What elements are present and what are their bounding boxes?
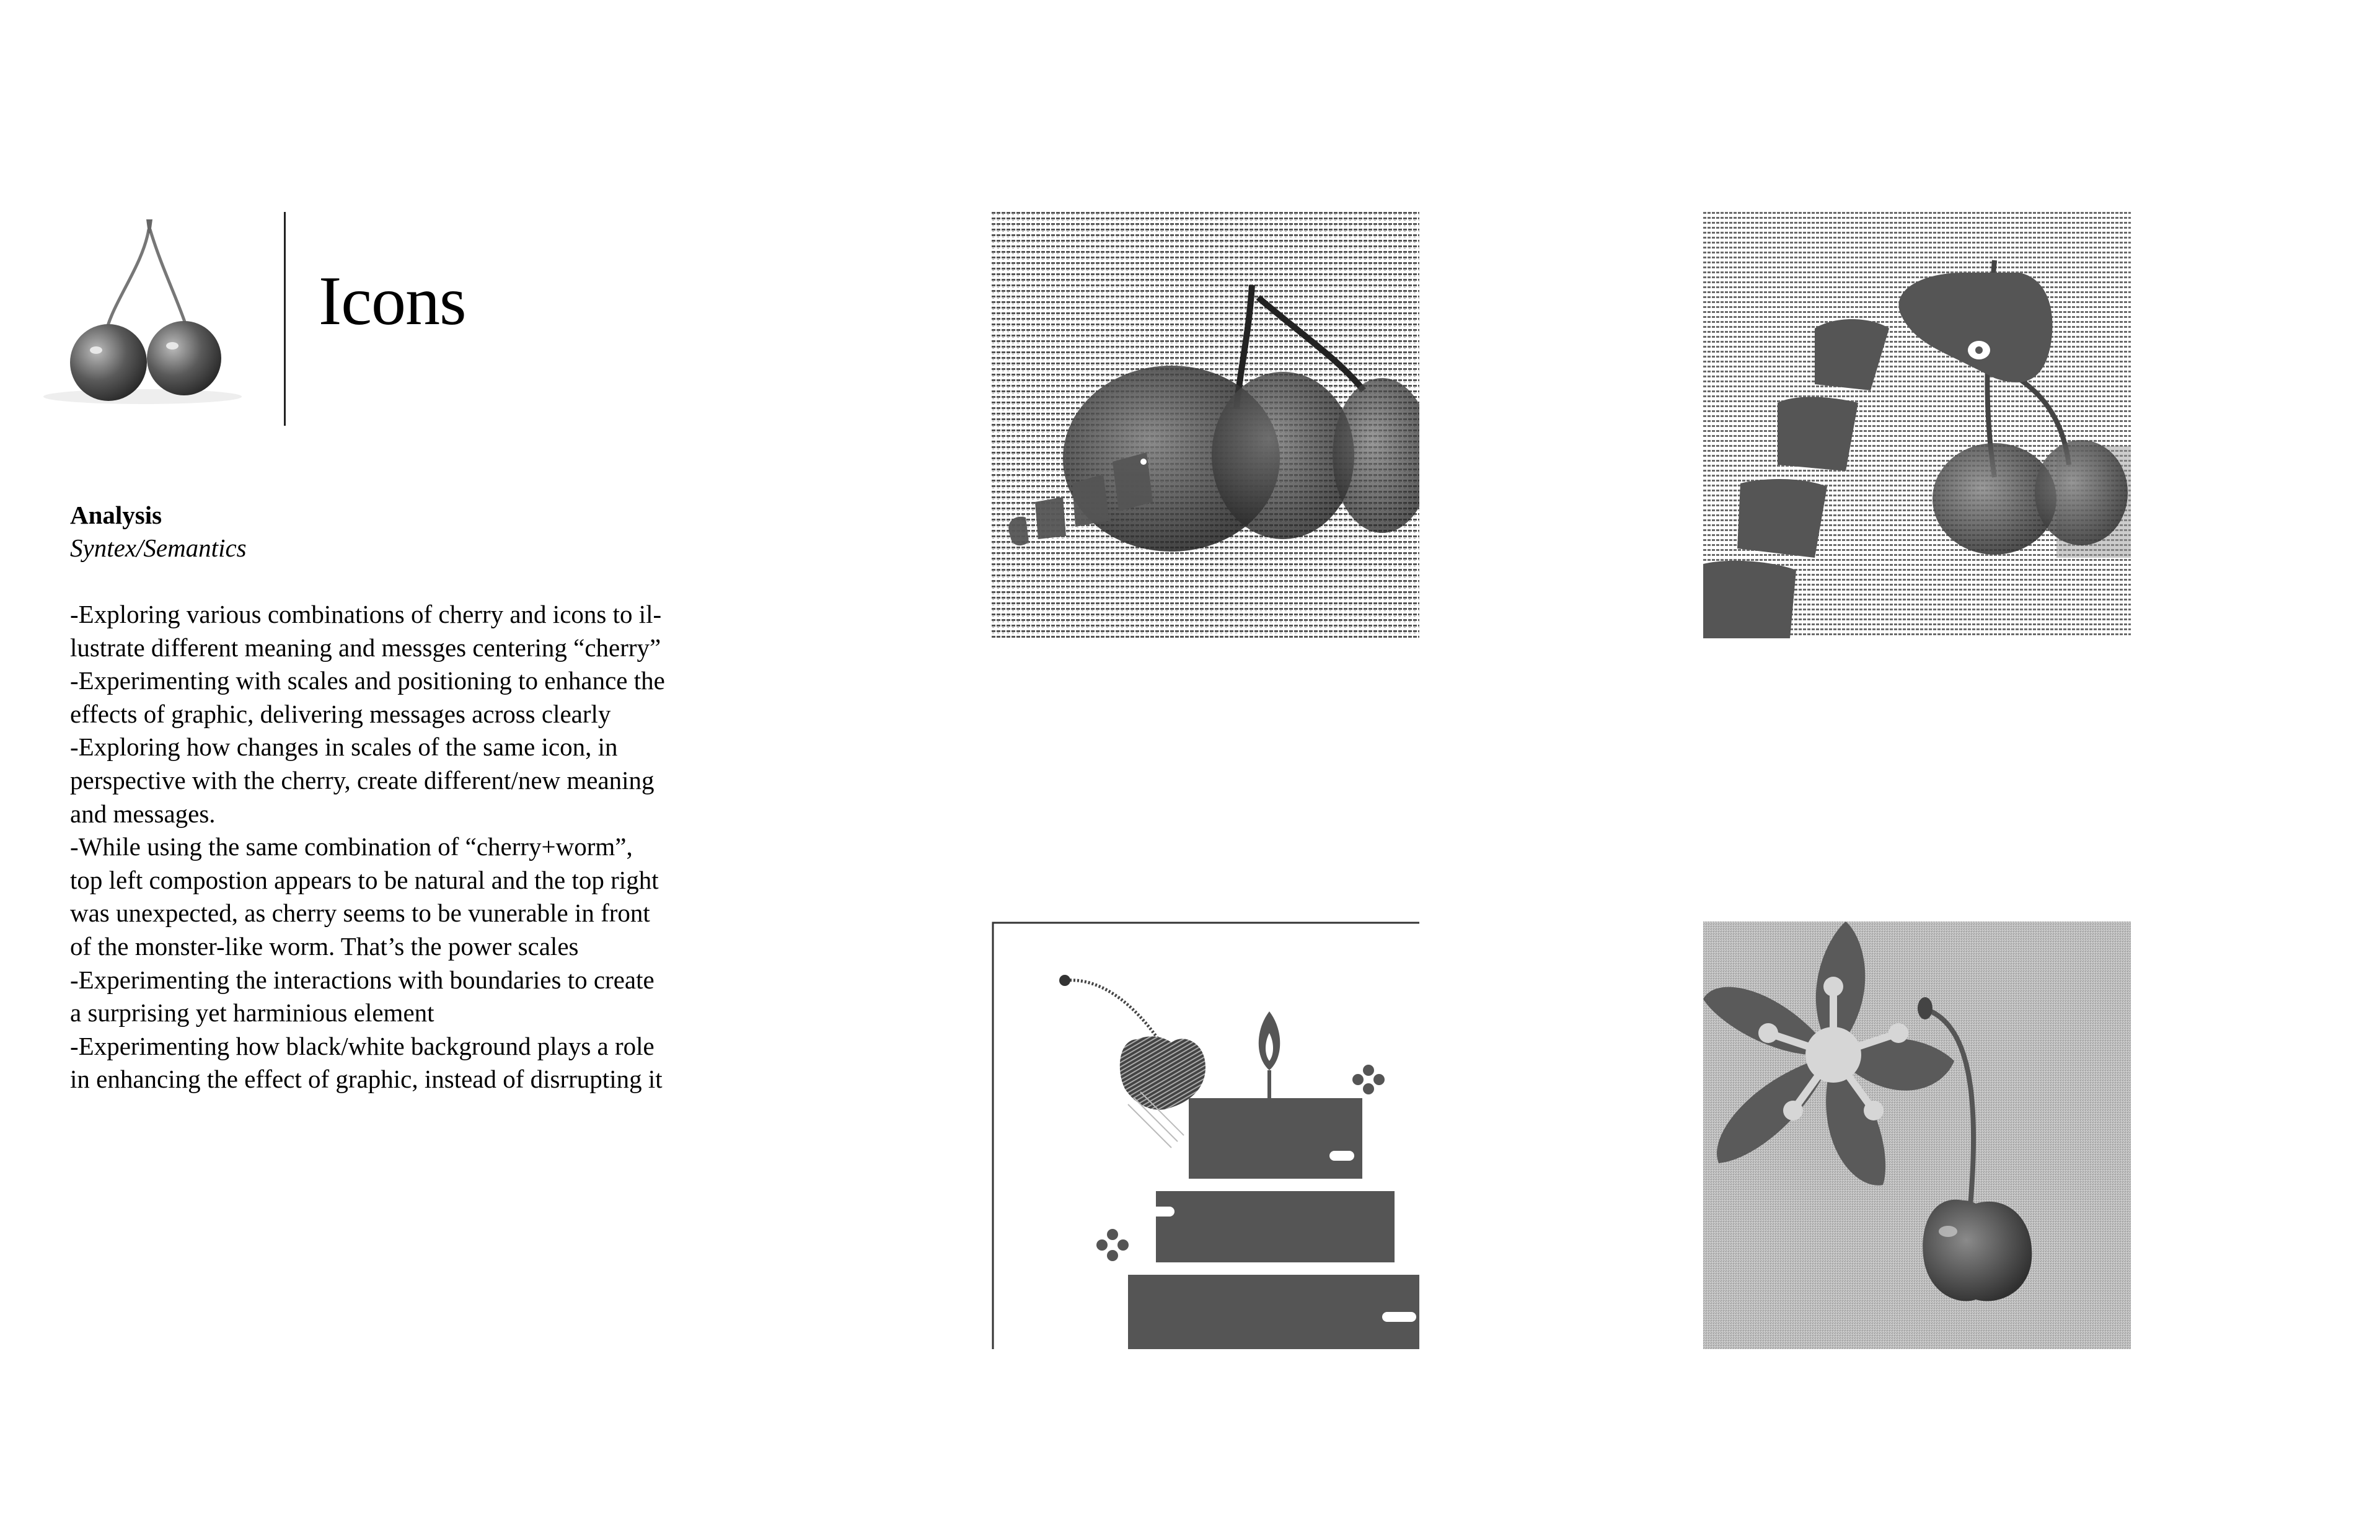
analysis-line: and messages. xyxy=(70,799,216,828)
analysis-line: effects of graphic, delivering messages across clearly xyxy=(70,699,611,728)
analysis-line: -Exploring various combinations of cherry and icons to il- xyxy=(70,600,662,628)
page-title: Icons xyxy=(319,263,466,340)
cherry-cake-panel xyxy=(992,922,1419,1349)
analysis-line: -While using the same combination of “cherry+worm”, xyxy=(70,832,633,861)
cherry-worm-small-panel xyxy=(992,211,1419,638)
analysis-subheading: Syntex/Semantics xyxy=(70,534,247,562)
cherry-logo-image xyxy=(37,211,254,412)
analysis-line: was unexpected, as cherry seems to be vunerable in front xyxy=(70,899,650,928)
analysis-body xyxy=(70,598,752,1096)
analysis-line: -Experimenting the interactions with boundaries to create xyxy=(70,965,654,994)
analysis-line: top left compostion appears to be natural and the top right xyxy=(70,865,659,894)
cherry-worm-large-panel xyxy=(1703,211,2131,638)
analysis-line: -Experimenting with scales and positioning to enhance the xyxy=(70,666,665,695)
analysis-heading: Analysis xyxy=(70,501,162,529)
analysis-line: lustrate different meaning and messges centering “cherry” xyxy=(70,633,661,662)
analysis-line: a surprising yet harminious element xyxy=(70,998,434,1027)
analysis-line: in enhancing the effect of graphic, instead of disrrupting it xyxy=(70,1065,663,1094)
analysis-line: -Experimenting how black/white background plays a role xyxy=(70,1031,654,1060)
cherry-flower-panel xyxy=(1703,922,2131,1349)
header-divider xyxy=(284,212,286,426)
analysis-line: -Exploring how changes in scales of the same icon, in xyxy=(70,733,618,762)
analysis-line: perspective with the cherry, create different/new meaning xyxy=(70,765,654,794)
analysis-line: of the monster-like worm. That’s the power scales xyxy=(70,931,579,961)
